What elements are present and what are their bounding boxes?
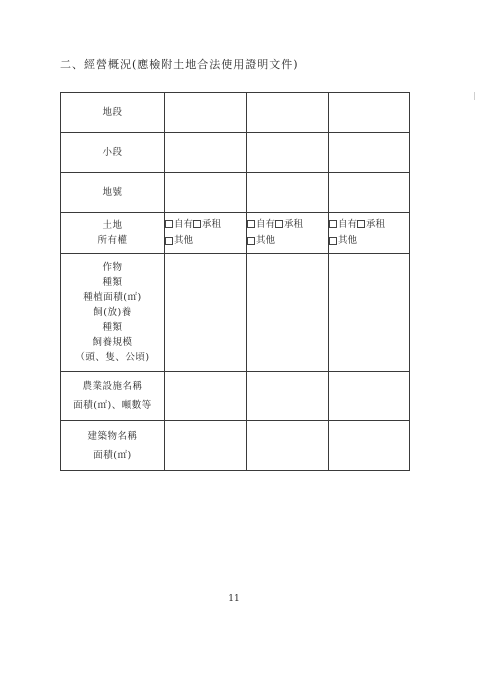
page-number: 11 (228, 594, 240, 604)
input-cell[interactable] (165, 372, 247, 421)
checkbox-icon (329, 237, 337, 245)
ownership-options-cell (165, 213, 247, 254)
input-cell[interactable] (329, 133, 410, 173)
row-label-building: 建築物名稱 面積(㎡) (61, 421, 165, 471)
scan-edge-mark (474, 92, 475, 100)
row-label-subsection: 小段 (61, 133, 165, 173)
checkbox-icon (329, 220, 337, 228)
table-row (61, 421, 410, 471)
input-cell[interactable] (329, 93, 410, 133)
row-label-facility: 農業設施名稱 面積(㎡)、噸數等 (61, 372, 165, 421)
checkbox-icon (165, 220, 173, 228)
input-cell[interactable] (165, 133, 247, 173)
checkbox-icon (247, 237, 255, 245)
checkbox-icon (275, 220, 283, 228)
input-cell[interactable] (247, 133, 329, 173)
input-cell[interactable] (329, 254, 410, 372)
checkbox-icon (357, 220, 365, 228)
ownership-lease-checkbox[interactable]: 承租 (275, 217, 303, 232)
ownership-own-checkbox[interactable]: 自有 (247, 217, 275, 232)
input-cell[interactable] (247, 372, 329, 421)
row-label-section: 地段 (61, 93, 165, 133)
ownership-options-cell (329, 213, 410, 254)
input-cell[interactable] (329, 372, 410, 421)
row-label-ownership: 土地 所有權 (61, 213, 165, 254)
table-row (61, 213, 410, 254)
ownership-lease-checkbox[interactable]: 承租 (193, 217, 221, 232)
checkbox-icon (193, 220, 201, 228)
input-cell[interactable] (165, 254, 247, 372)
table-row (61, 133, 410, 173)
row-label-crops-livestock: 作物 種類 種植面積(㎡) 飼(放)養 種類 飼養規模 （頭、隻、公頃) (61, 254, 165, 372)
ownership-own-checkbox[interactable]: 自有 (165, 217, 193, 232)
row-label-lot-number: 地號 (61, 173, 165, 213)
checkbox-icon (247, 220, 255, 228)
table-row (61, 372, 410, 421)
operation-overview-table (60, 92, 410, 471)
input-cell[interactable] (247, 93, 329, 133)
input-cell[interactable] (165, 93, 247, 133)
input-cell[interactable] (247, 254, 329, 372)
input-cell[interactable] (247, 421, 329, 471)
input-cell[interactable] (329, 421, 410, 471)
input-cell[interactable] (165, 173, 247, 213)
ownership-options-cell (247, 213, 329, 254)
table-row (61, 173, 410, 213)
checkbox-icon (165, 237, 173, 245)
table-row (61, 93, 410, 133)
input-cell[interactable] (329, 173, 410, 213)
input-cell[interactable] (165, 421, 247, 471)
ownership-other-checkbox[interactable]: 其他 (247, 233, 275, 248)
ownership-other-checkbox[interactable]: 其他 (329, 233, 357, 248)
table-row (61, 254, 410, 372)
ownership-other-checkbox[interactable]: 其他 (165, 233, 193, 248)
ownership-lease-checkbox[interactable]: 承租 (357, 217, 385, 232)
input-cell[interactable] (247, 173, 329, 213)
ownership-own-checkbox[interactable]: 自有 (329, 217, 357, 232)
section-heading: 二、經營概況(應檢附土地合法使用證明文件) (60, 58, 299, 71)
